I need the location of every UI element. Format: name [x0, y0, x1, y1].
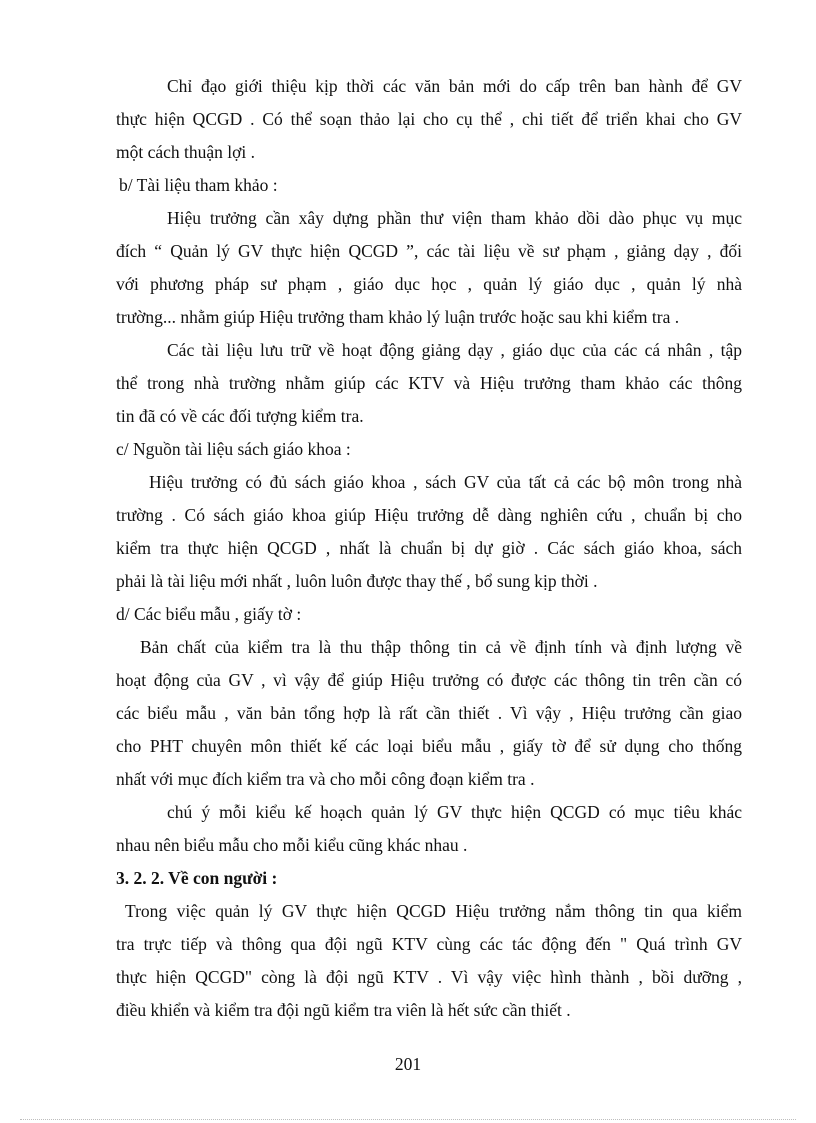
- text-line: nhất với mục đích kiểm tra và cho mỗi công đoạn kiểm tra .: [116, 769, 535, 789]
- text-line: các biểu mẫu , văn bản tổng hợp là rất cần thiết . Vì vậy , Hiệu trưởng cần giao: [116, 703, 742, 723]
- text-line: Các tài liệu lưu trữ về hoạt động giảng dạy , giáo dục của các cá nhân , tập: [167, 340, 742, 360]
- text-line: Bản chất của kiểm tra là thu thập thông tin cả về định tính và định lượng về: [140, 637, 742, 657]
- section-heading-d: d/ Các biểu mẫu , giấy tờ :: [116, 604, 302, 624]
- text-line: thực hiện QCGD" còng là đội ngũ KTV . Vì vậy việc hình thành , bồi dưỡng ,: [116, 967, 742, 987]
- section-heading-c: c/ Nguồn tài liệu sách giáo khoa :: [116, 439, 351, 459]
- page-number: 201: [394, 1054, 422, 1074]
- text-line: hoạt động của GV , vì vậy để giúp Hiệu trưởng có được các thông tin trên cần có: [116, 670, 742, 690]
- section-heading-b: b/ Tài liệu tham khảo :: [119, 175, 278, 195]
- text-line: trường . Có sách giáo khoa giúp Hiệu trưởng dễ dàng nghiên cứu , chuẩn bị cho: [116, 505, 742, 525]
- page-boundary-rule: [20, 1119, 796, 1120]
- text-line: kiểm tra thực hiện QCGD , nhất là chuẩn bị dự giờ . Các sách giáo khoa, sách: [116, 538, 742, 558]
- section-heading-3-2-2: 3. 2. 2. Về con người :: [116, 868, 278, 888]
- text-line: trường... nhằm giúp Hiệu trưởng tham khảo lý luận trước hoặc sau khi kiểm tra .: [116, 307, 680, 327]
- text-line: đích “ Quản lý GV thực hiện QCGD ”, các tài liệu về sư phạm , giảng dạy , đối: [116, 241, 742, 261]
- text-line: với phương pháp sư phạm , giáo dục học , quản lý giáo dục , quản lý nhà: [116, 274, 742, 294]
- text-line: tin đã có về các đối tượng kiểm tra.: [116, 406, 364, 426]
- text-line: Hiệu trưởng có đủ sách giáo khoa , sách GV của tất cả các bộ môn trong nhà: [149, 472, 742, 492]
- text-line: chú ý mỗi kiểu kế hoạch quản lý GV thực hiện QCGD có mục tiêu khác: [167, 802, 742, 822]
- text-line: cho PHT chuyên môn thiết kế các loại biểu mẫu , giấy tờ để sử dụng cho thống: [116, 736, 742, 756]
- text-line: thực hiện QCGD . Có thể soạn thảo lại cho cụ thể , chi tiết để triển khai cho GV: [116, 109, 742, 129]
- text-line: thể trong nhà trường nhằm giúp các KTV và Hiệu trưởng tham khảo các thông: [116, 373, 742, 393]
- text-line: điều khiển và kiểm tra đội ngũ kiểm tra viên là hết sức cần thiết .: [116, 1000, 571, 1020]
- text-line: nhau nên biểu mẫu cho mỗi kiểu cũng khác nhau .: [116, 835, 468, 855]
- text-line: Hiệu trưởng cần xây dựng phần thư viện tham khảo dồi dào phục vụ mục: [167, 208, 742, 228]
- text-line: một cách thuận lợi .: [116, 142, 256, 162]
- text-line: tra trực tiếp và thông qua đội ngũ KTV cùng các tác động đến " Quá trình GV: [116, 934, 742, 954]
- text-line: phải là tài liệu mới nhất , luôn luôn được thay thế , bổ sung kịp thời .: [116, 571, 598, 591]
- text-line: Chỉ đạo giới thiệu kịp thời các văn bản mới do cấp trên ban hành để GV: [167, 76, 742, 96]
- text-line: Trong việc quản lý GV thực hiện QCGD Hiệu trưởng nắm thông tin qua kiểm: [125, 901, 742, 921]
